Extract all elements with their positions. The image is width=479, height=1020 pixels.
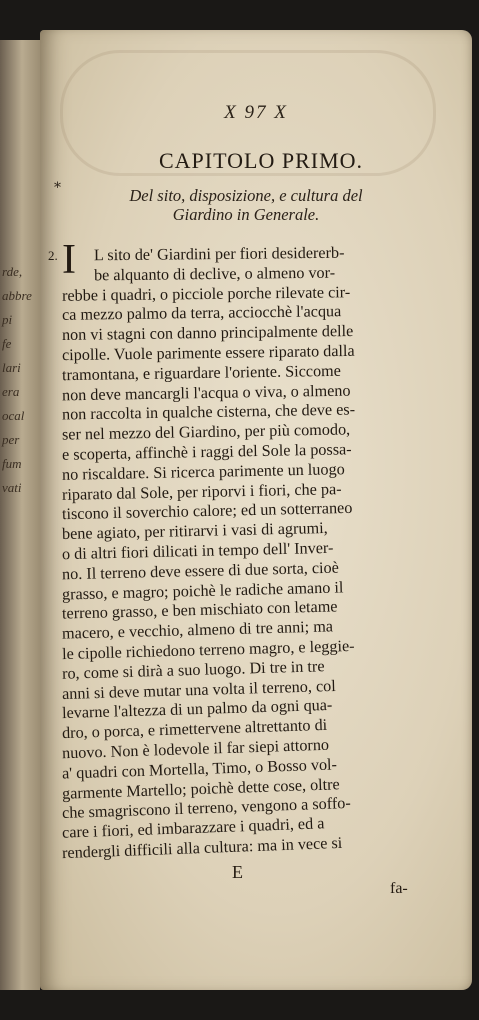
text-line: o di altri fiori dilicati in tempo dell' Inver- [61,538,334,564]
text-line: rebbe i quadri, o picciole porche rilevate cir- [61,282,351,305]
page-number: X 97 X [224,102,288,123]
text-line: che smagriscono il terreno, vengono a soffo- [61,794,351,823]
text-line: e scoperta, affinchè i raggi del Sole la possa- [61,440,352,464]
facing-page-edge [0,40,40,990]
text-line: bene agiato, per ritirarvi i vasi di agrumi, [61,519,328,544]
text-line: be alquanto di declive, o almeno vor- [93,263,336,285]
catchword: fa- [390,880,408,897]
text-line: L sito de' Giardini per fiori desidererb- [93,243,345,265]
text-line: dro, o porca, e rimettervene altrettanto di [61,716,328,743]
text-line: ca mezzo palmo da terra, acciocchè l'acqua [61,302,342,325]
text-line: macero, e vecchio, almeno di tre anni; ma [61,617,334,643]
text-line: anni si deve mutar una volta il terreno, col [61,676,336,703]
text-line: no riscaldare. Si ricerca parimente un luogo [61,459,345,484]
text-line: riparato dal Sole, per riporvi i fiori, che pa- [61,479,342,504]
text-line: no. Il terreno deve essere di due sorta, cioè [61,558,340,584]
subtitle-line-1: Del sito, disposizione, e cultura del [129,186,363,205]
text-line: grasso, e magro; poichè le radiche amano il [61,578,344,604]
text-line: non raccolta in qualche cisterna, che deve es- [61,400,356,424]
text-line: rendergli difficili alla cultura: ma in vece si [61,833,343,863]
ornament-mark: * [54,180,61,196]
text-line: non vi stagni con danno principalmente delle [61,322,354,345]
text-line: terreno grasso, e ben mischiato con letame [61,597,338,623]
text-line: levarne l'altezza di un palmo da ogni qua- [61,696,333,723]
text-line: nuovo. Non è lodevole il far siepi attorno [61,735,330,763]
text-line: tramontana, e riguardare l'oriente. Siccome [61,361,342,384]
text-line: care i fiori, ed imbarazzare i quadri, ed a [61,814,325,842]
chapter-title: CAPITOLO PRIMO. [158,148,364,173]
text-line: ro, come si dirà a suo luogo. Di tre in tre [61,657,325,683]
paragraph-number: 2. [48,248,58,263]
subtitle-line-2: Giardino in Generale. [172,205,320,224]
facing-page-text-fragments: rde, abbre pi fe lari era ocal per fum vati [2,264,32,495]
text-line: garmente Martello; poichè dette cose, oltre [61,774,341,803]
book-page [40,30,472,990]
text-line: a' quadri con Mortella, Timo, o Bosso vol- [61,755,338,783]
text-line: le cipolle richiedono terreno magro, e leggie- [61,636,355,664]
chapter-subtitle [60,186,432,224]
drop-cap: I [62,237,76,283]
text-line: non deve mancargli l'acqua o viva, o almeno [61,381,351,404]
text-line: ser nel mezzo del Giardino, per più comodo, [61,420,351,444]
text-line: cipolle. Vuole parimente essere riparato dalla [61,341,355,365]
text-line: tiscono il soverchio calore; ed un sotterraneo [61,499,353,524]
signature-mark: E [232,862,243,882]
